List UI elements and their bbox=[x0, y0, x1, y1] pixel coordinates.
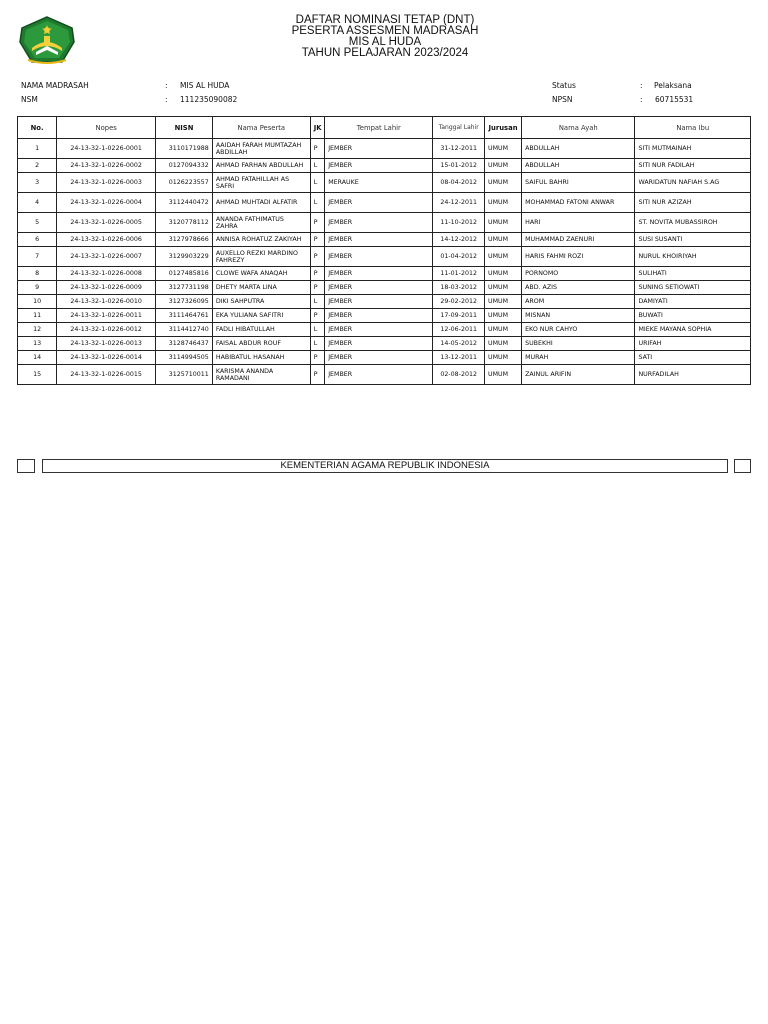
cell-no: 11 bbox=[18, 309, 57, 323]
cell-text: ANNISA ROHATUZ ZAKIYAH bbox=[215, 236, 302, 243]
cell-no: 4 bbox=[18, 193, 57, 213]
cell-nama-ayah bbox=[522, 337, 635, 351]
cell-nopes: 24-13-32-1-0226-0009 bbox=[57, 281, 156, 295]
cell-text: CLOWE WAFA ANAQAH bbox=[215, 270, 288, 277]
cell-nopes: 24-13-32-1-0226-0001 bbox=[57, 139, 156, 159]
cell-nama-peserta bbox=[212, 337, 310, 351]
cell-tanggal-lahir: 24-12-2011 bbox=[433, 193, 485, 213]
cell-nopes: 24-13-32-1-0226-0006 bbox=[57, 233, 156, 247]
cell-nisn: 3127731198 bbox=[156, 281, 213, 295]
cell-nama-peserta bbox=[212, 159, 310, 173]
cell-no: 15 bbox=[18, 365, 57, 385]
status-label: Status bbox=[552, 81, 576, 90]
cell-text: HARIS FAHMI ROZI bbox=[525, 253, 584, 260]
cell-nama-peserta bbox=[212, 323, 310, 337]
madrasah-value: MIS AL HUDA bbox=[180, 81, 230, 90]
cell-text: ABDULLAH bbox=[525, 162, 560, 169]
cell-no: 13 bbox=[18, 337, 57, 351]
cell-jk: P bbox=[310, 213, 324, 233]
cell-nama-peserta bbox=[212, 173, 310, 193]
table-header-row bbox=[18, 117, 751, 139]
title-line-1: DAFTAR NOMINASI TETAP (DNT) bbox=[295, 14, 475, 26]
cell-nama-ibu: DAMIYATI bbox=[635, 295, 751, 309]
cell-nama-ibu: URIFAH bbox=[635, 337, 751, 351]
cell-jk: P bbox=[310, 233, 324, 247]
cell-jurusan: UMUM bbox=[484, 193, 521, 213]
cell-tempat-lahir: JEMBER bbox=[325, 295, 433, 309]
footer-right-box bbox=[734, 459, 751, 473]
cell-tanggal-lahir: 17-09-2011 bbox=[433, 309, 485, 323]
cell-nisn: 3127978666 bbox=[156, 233, 213, 247]
table-row bbox=[18, 309, 751, 323]
table-row bbox=[18, 193, 751, 213]
cell-tempat-lahir: JEMBER bbox=[325, 351, 433, 365]
nsm-value: 111235090082 bbox=[180, 95, 238, 104]
cell-tanggal-lahir: 31-12-2011 bbox=[433, 139, 485, 159]
cell-nama-peserta bbox=[212, 365, 310, 385]
table-row bbox=[18, 323, 751, 337]
cell-text: EKO NUR CAHYO bbox=[525, 326, 578, 333]
madrasah-colon: : bbox=[165, 81, 168, 90]
nsm-label: NSM bbox=[21, 95, 38, 104]
cell-nopes: 24-13-32-1-0226-0011 bbox=[57, 309, 156, 323]
table-row bbox=[18, 139, 751, 159]
table-row bbox=[18, 173, 751, 193]
cell-text: SUBEKHI bbox=[525, 340, 553, 347]
cell-nama-ibu: ST. NOVITA MUBASSIROH bbox=[635, 213, 751, 233]
cell-jk: L bbox=[310, 159, 324, 173]
cell-nama-ibu: NURUL KHOIRIYAH bbox=[635, 247, 751, 267]
cell-nama-ayah bbox=[522, 323, 635, 337]
cell-nama-ayah bbox=[522, 213, 635, 233]
cell-tanggal-lahir: 02-08-2012 bbox=[433, 365, 485, 385]
cell-nama-peserta bbox=[212, 267, 310, 281]
cell-text: DIKI SAHPUTRA bbox=[215, 298, 265, 305]
cell-text: AHMAD FATAHILLAH AS SAFRI bbox=[215, 175, 290, 190]
cell-tempat-lahir: JEMBER bbox=[325, 233, 433, 247]
cell-tanggal-lahir: 14-12-2012 bbox=[433, 233, 485, 247]
cell-text: HABIBATUL HASANAH bbox=[215, 354, 285, 361]
cell-nama-peserta bbox=[212, 193, 310, 213]
cell-nopes: 24-13-32-1-0226-0008 bbox=[57, 267, 156, 281]
cell-text: FADLI HIBATULLAH bbox=[215, 326, 275, 333]
col-header-nisn: NISN bbox=[156, 117, 213, 139]
cell-tempat-lahir: JEMBER bbox=[325, 213, 433, 233]
cell-nisn: 3128746437 bbox=[156, 337, 213, 351]
cell-nama-ibu: SITI NUR FADILAH bbox=[635, 159, 751, 173]
cell-no: 7 bbox=[18, 247, 57, 267]
cell-tempat-lahir: JEMBER bbox=[325, 365, 433, 385]
cell-nama-ayah bbox=[522, 267, 635, 281]
cell-nopes: 24-13-32-1-0226-0010 bbox=[57, 295, 156, 309]
cell-text: ABD. AZIS bbox=[525, 284, 558, 291]
cell-no: 3 bbox=[18, 173, 57, 193]
cell-nama-peserta bbox=[212, 351, 310, 365]
cell-tanggal-lahir: 08-04-2012 bbox=[433, 173, 485, 193]
cell-jurusan: UMUM bbox=[484, 365, 521, 385]
cell-jurusan: UMUM bbox=[484, 267, 521, 281]
cell-nama-ayah bbox=[522, 193, 635, 213]
col-header-nama-ibu: Nama Ibu bbox=[635, 117, 751, 139]
cell-tempat-lahir: JEMBER bbox=[325, 281, 433, 295]
footer-ministry: KEMENTERIAN AGAMA REPUBLIK INDONESIA bbox=[42, 459, 728, 473]
cell-nama-ibu: SULIHATI bbox=[635, 267, 751, 281]
cell-text: MISNAN bbox=[525, 312, 551, 319]
cell-text: AAIDAH FARAH MUMTAZAH ABDILLAH bbox=[215, 141, 302, 156]
cell-tanggal-lahir: 29-02-2012 bbox=[433, 295, 485, 309]
cell-jk: P bbox=[310, 281, 324, 295]
cell-text: ANANDA FATHIMATUS ZAHRA bbox=[215, 215, 284, 230]
cell-tanggal-lahir: 18-03-2012 bbox=[433, 281, 485, 295]
npsn-colon: : bbox=[640, 95, 643, 104]
cell-tempat-lahir: JEMBER bbox=[325, 267, 433, 281]
cell-nama-peserta bbox=[212, 295, 310, 309]
cell-nopes: 24-13-32-1-0226-0005 bbox=[57, 213, 156, 233]
cell-jk: P bbox=[310, 139, 324, 159]
table-row bbox=[18, 337, 751, 351]
cell-text: KARISMA ANANDA RAMADANI bbox=[215, 367, 274, 382]
col-header-tempat-lahir: Tempat Lahir bbox=[325, 117, 433, 139]
cell-nama-peserta bbox=[212, 139, 310, 159]
cell-text: ABDULLAH bbox=[525, 145, 560, 152]
cell-tanggal-lahir: 11-01-2012 bbox=[433, 267, 485, 281]
table-row bbox=[18, 213, 751, 233]
cell-nama-ayah bbox=[522, 173, 635, 193]
cell-nama-ibu: SUSI SUSANTI bbox=[635, 233, 751, 247]
cell-jk: P bbox=[310, 247, 324, 267]
cell-no: 10 bbox=[18, 295, 57, 309]
status-colon: : bbox=[640, 81, 643, 90]
nsm-colon: : bbox=[165, 95, 168, 104]
cell-nisn: 3120778112 bbox=[156, 213, 213, 233]
cell-nisn: 3127326095 bbox=[156, 295, 213, 309]
cell-no: 14 bbox=[18, 351, 57, 365]
cell-tempat-lahir: JEMBER bbox=[325, 139, 433, 159]
table-row bbox=[18, 365, 751, 385]
cell-no: 6 bbox=[18, 233, 57, 247]
title-line-3: MIS AL HUDA bbox=[348, 36, 422, 48]
cell-jk: L bbox=[310, 193, 324, 213]
cell-jk: P bbox=[310, 267, 324, 281]
document-title bbox=[190, 15, 580, 59]
table-row bbox=[18, 281, 751, 295]
cell-tanggal-lahir: 15-01-2012 bbox=[433, 159, 485, 173]
cell-tempat-lahir: JEMBER bbox=[325, 309, 433, 323]
cell-nisn: 3112440472 bbox=[156, 193, 213, 213]
cell-text: FAISAL ABDUR ROUF bbox=[215, 340, 281, 347]
cell-jk: L bbox=[310, 173, 324, 193]
cell-jk: L bbox=[310, 323, 324, 337]
table-row bbox=[18, 159, 751, 173]
cell-no: 2 bbox=[18, 159, 57, 173]
cell-jurusan: UMUM bbox=[484, 309, 521, 323]
cell-jurusan: UMUM bbox=[484, 323, 521, 337]
cell-nama-ayah bbox=[522, 281, 635, 295]
cell-nisn: 3125710011 bbox=[156, 365, 213, 385]
cell-no: 9 bbox=[18, 281, 57, 295]
cell-nama-ibu: SUNING SETIOWATI bbox=[635, 281, 751, 295]
cell-nama-peserta bbox=[212, 281, 310, 295]
cell-nama-ibu: BUWATI bbox=[635, 309, 751, 323]
cell-jk: L bbox=[310, 337, 324, 351]
cell-jurusan: UMUM bbox=[484, 337, 521, 351]
cell-nisn: 3114994505 bbox=[156, 351, 213, 365]
cell-text: SAIFUL BAHRI bbox=[525, 179, 569, 186]
cell-nama-ayah bbox=[522, 351, 635, 365]
npsn-label: NPSN bbox=[552, 95, 573, 104]
cell-nama-peserta bbox=[212, 247, 310, 267]
cell-nama-ayah bbox=[522, 365, 635, 385]
col-header-nama-ayah: Nama Ayah bbox=[522, 117, 635, 139]
cell-nama-ibu: NURFADILAH bbox=[635, 365, 751, 385]
cell-jk: P bbox=[310, 365, 324, 385]
cell-text: DHETY MARTA LINA bbox=[215, 284, 277, 291]
cell-tanggal-lahir: 12-06-2011 bbox=[433, 323, 485, 337]
title-line-4: TAHUN PELAJARAN 2023/2024 bbox=[301, 47, 469, 59]
cell-nopes: 24-13-32-1-0226-0002 bbox=[57, 159, 156, 173]
status-value: Pelaksana bbox=[654, 81, 692, 90]
cell-nama-ayah bbox=[522, 233, 635, 247]
cell-nama-ibu: WARIDATUN NAFIAH S.AG bbox=[635, 173, 751, 193]
cell-tanggal-lahir: 14-05-2012 bbox=[433, 337, 485, 351]
cell-text: EKA YULIANA SAFITRI bbox=[215, 312, 284, 319]
cell-nopes: 24-13-32-1-0226-0014 bbox=[57, 351, 156, 365]
cell-text: MURAH bbox=[525, 354, 549, 361]
col-header-nama-peserta: Nama Peserta bbox=[212, 117, 310, 139]
footer-left-box bbox=[17, 459, 35, 473]
cell-nisn: 3129903229 bbox=[156, 247, 213, 267]
cell-nama-peserta bbox=[212, 213, 310, 233]
cell-nama-ayah bbox=[522, 295, 635, 309]
table-row bbox=[18, 295, 751, 309]
cell-tanggal-lahir: 01-04-2012 bbox=[433, 247, 485, 267]
cell-no: 12 bbox=[18, 323, 57, 337]
col-header-jk: JK bbox=[310, 117, 324, 139]
table-row bbox=[18, 247, 751, 267]
cell-no: 1 bbox=[18, 139, 57, 159]
cell-nisn: 0126223557 bbox=[156, 173, 213, 193]
table-row bbox=[18, 233, 751, 247]
cell-jurusan: UMUM bbox=[484, 247, 521, 267]
cell-text: PORNOMO bbox=[525, 270, 559, 277]
cell-jk: P bbox=[310, 351, 324, 365]
cell-nisn: 0127485816 bbox=[156, 267, 213, 281]
cell-text: MUHAMMAD ZAENURI bbox=[525, 236, 595, 243]
cell-jurusan: UMUM bbox=[484, 295, 521, 309]
table-row bbox=[18, 267, 751, 281]
cell-nama-ibu: SATI bbox=[635, 351, 751, 365]
cell-jurusan: UMUM bbox=[484, 173, 521, 193]
cell-tanggal-lahir: 11-10-2012 bbox=[433, 213, 485, 233]
cell-jk: P bbox=[310, 309, 324, 323]
cell-nisn: 3114412740 bbox=[156, 323, 213, 337]
cell-nama-ayah bbox=[522, 309, 635, 323]
kemenag-logo-icon bbox=[18, 16, 76, 66]
cell-jurusan: UMUM bbox=[484, 281, 521, 295]
col-header-jurusan: Jurusan bbox=[484, 117, 521, 139]
npsn-value: 60715531 bbox=[655, 95, 694, 104]
cell-nama-ayah bbox=[522, 159, 635, 173]
cell-nama-ibu: MIEKE MAYANA SOPHIA bbox=[635, 323, 751, 337]
cell-tanggal-lahir: 13-12-2011 bbox=[433, 351, 485, 365]
cell-nisn: 3111464761 bbox=[156, 309, 213, 323]
cell-tempat-lahir: JEMBER bbox=[325, 323, 433, 337]
cell-tempat-lahir: MERAUKE bbox=[325, 173, 433, 193]
participant-table bbox=[17, 116, 751, 385]
cell-text: HARI bbox=[525, 219, 541, 226]
cell-jurusan: UMUM bbox=[484, 213, 521, 233]
cell-nisn: 3110171988 bbox=[156, 139, 213, 159]
cell-nama-peserta bbox=[212, 309, 310, 323]
cell-jurusan: UMUM bbox=[484, 139, 521, 159]
cell-text: ZAINUL ARIFIN bbox=[525, 371, 572, 378]
cell-nama-ibu: SITI NUR AZIZAH bbox=[635, 193, 751, 213]
cell-jurusan: UMUM bbox=[484, 351, 521, 365]
title-line-2: PESERTA ASSESMEN MADRASAH bbox=[291, 25, 479, 37]
cell-no: 5 bbox=[18, 213, 57, 233]
col-header-no: No. bbox=[18, 117, 57, 139]
cell-nopes: 24-13-32-1-0226-0015 bbox=[57, 365, 156, 385]
cell-jurusan: UMUM bbox=[484, 233, 521, 247]
cell-text: AUXELLO REZKI MARDINO FAHREZY bbox=[215, 249, 298, 264]
cell-nama-ayah bbox=[522, 247, 635, 267]
cell-text: MOHAMMAD FATONI ANWAR bbox=[525, 199, 615, 206]
cell-tempat-lahir: JEMBER bbox=[325, 193, 433, 213]
cell-nopes: 24-13-32-1-0226-0003 bbox=[57, 173, 156, 193]
cell-no: 8 bbox=[18, 267, 57, 281]
cell-nopes: 24-13-32-1-0226-0007 bbox=[57, 247, 156, 267]
table-row bbox=[18, 351, 751, 365]
cell-jk: L bbox=[310, 295, 324, 309]
cell-tempat-lahir: JEMBER bbox=[325, 247, 433, 267]
col-header-tanggal-lahir: Tanggal Lahir bbox=[433, 117, 485, 139]
cell-tempat-lahir: JEMBER bbox=[325, 337, 433, 351]
cell-nopes: 24-13-32-1-0226-0012 bbox=[57, 323, 156, 337]
cell-nopes: 24-13-32-1-0226-0013 bbox=[57, 337, 156, 351]
cell-nopes: 24-13-32-1-0226-0004 bbox=[57, 193, 156, 213]
cell-text: AHMAD MUHTADI ALFATIR bbox=[215, 199, 298, 206]
cell-nama-ibu: SITI MUTMAINAH bbox=[635, 139, 751, 159]
cell-jurusan: UMUM bbox=[484, 159, 521, 173]
cell-nama-ayah bbox=[522, 139, 635, 159]
madrasah-label: NAMA MADRASAH bbox=[21, 81, 89, 90]
cell-nisn: 0127094332 bbox=[156, 159, 213, 173]
cell-text: AROM bbox=[525, 298, 545, 305]
cell-nama-peserta bbox=[212, 233, 310, 247]
col-header-nopes: Nopes bbox=[57, 117, 156, 139]
cell-tempat-lahir: JEMBER bbox=[325, 159, 433, 173]
cell-text: AHMAD FARHAN ABDULLAH bbox=[215, 162, 304, 169]
